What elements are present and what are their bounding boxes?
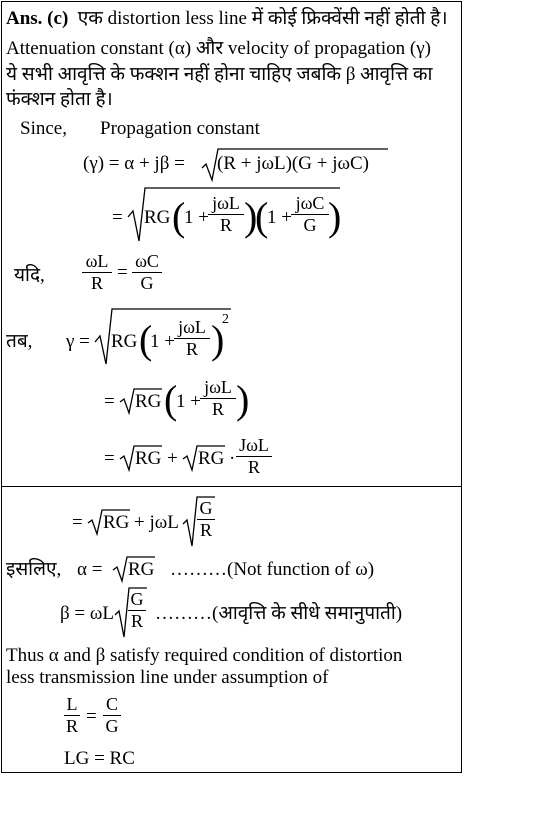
equation-5-equals: =	[104, 448, 115, 469]
denominator: R	[185, 339, 198, 359]
one-plus: 1 +	[150, 331, 175, 352]
fraction-g-over-r	[197, 498, 215, 541]
fraction-jwl-over-r-2	[236, 435, 272, 478]
left-paren: (	[255, 194, 269, 239]
fraction-wl-over-r	[82, 251, 112, 294]
numerator: G	[199, 498, 213, 518]
fraction-jwc-over-g	[291, 193, 329, 236]
conclusion-line-2: less transmission line under assumption of	[6, 667, 329, 688]
denominator: R	[130, 611, 143, 631]
left-paren: (	[139, 317, 153, 362]
fraction-jwl-over-r	[208, 193, 244, 236]
isliye-label: इसलिए,	[6, 559, 62, 580]
denominator: R	[65, 716, 78, 736]
plus-sign: +	[167, 448, 178, 469]
fraction-jwl-over-r	[174, 317, 210, 360]
numerator: JωL	[239, 435, 269, 455]
gamma-equals: γ =	[66, 331, 90, 352]
left-paren: (	[172, 194, 186, 239]
not-function-note: ………(Not function of ω)	[170, 559, 375, 580]
numerator: C	[105, 694, 118, 714]
fraction-g-over-r	[128, 589, 146, 632]
numerator: jωL	[204, 377, 232, 397]
right-paren: )	[211, 317, 225, 362]
one-plus: 1 +	[267, 207, 292, 228]
fraction-l-over-r	[64, 694, 80, 737]
text-line-4: फंक्शन होता है।	[6, 89, 113, 110]
rg-term: RG	[135, 448, 162, 469]
plus-jwl: + jωL	[134, 512, 179, 533]
answer-header	[6, 8, 448, 30]
denominator: R	[211, 399, 224, 419]
exponent-two: 2	[222, 312, 229, 327]
propagation-constant-label: Propagation constant	[100, 118, 260, 139]
denominator: R	[219, 215, 232, 235]
one-plus: 1 +	[176, 391, 201, 412]
rg-term: RG	[128, 559, 155, 580]
since-label: Since,	[20, 118, 67, 139]
numerator: ωL	[85, 251, 109, 271]
tab-label: तब,	[6, 331, 33, 352]
beta-equals: β = ωL	[60, 603, 114, 624]
dot-operator: ·	[229, 448, 236, 469]
one-plus: 1 +	[184, 207, 209, 228]
rg-term: RG	[111, 331, 138, 352]
left-paren: (	[164, 377, 178, 422]
equation-6-equals: =	[72, 512, 83, 533]
fraction-jwl-over-r	[200, 377, 236, 420]
rg-term: RG	[144, 207, 171, 228]
equals-sign: =	[86, 706, 97, 727]
right-paren: )	[236, 377, 250, 422]
fraction-wc-over-g	[132, 251, 162, 294]
yadi-label: यदि,	[14, 265, 45, 286]
equals-sign: =	[117, 262, 128, 283]
numerator: jωC	[295, 193, 325, 213]
numerator: G	[130, 589, 144, 609]
text-line-2: Attenuation constant (α) और velocity of propagation (γ)	[6, 38, 431, 59]
text-line-3: ये सभी आवृत्ति के फक्शन नहीं होना चाहिए जबकि β आवृत्ति का	[6, 64, 433, 85]
lg-equals-rc: LG = RC	[64, 748, 135, 769]
alpha-equals: α =	[77, 559, 103, 580]
answer-label: Ans. (c)	[6, 8, 69, 29]
numerator: L	[66, 694, 78, 714]
proportional-note: ………(आवृत्ति के सीधे समानुपाती)	[155, 603, 403, 624]
fraction-c-over-g	[103, 694, 121, 737]
denominator: R	[247, 457, 260, 477]
rg-term: RG	[135, 391, 162, 412]
denominator: G	[140, 273, 154, 293]
rg-term: RG	[198, 448, 225, 469]
denominator: R	[199, 520, 212, 540]
right-paren: )	[328, 194, 342, 239]
rg-term: RG	[103, 512, 130, 533]
denominator: G	[303, 215, 317, 235]
right-paren: )	[244, 194, 258, 239]
equation-4-equals: =	[104, 391, 115, 412]
denominator: G	[105, 716, 119, 736]
equation-2-equals: =	[112, 207, 123, 228]
conclusion-line-1: Thus α and β satisfy required condition of distortion	[6, 645, 403, 666]
equation-1-lhs: (γ) = α + jβ =	[83, 153, 185, 174]
equation-1-radicand: (R + jωL)(G + jωC)	[217, 153, 369, 174]
numerator: ωC	[135, 251, 159, 271]
denominator: R	[90, 273, 103, 293]
numerator: jωL	[212, 193, 240, 213]
answer-statement: एक distortion less line में कोई फ्रिक्वेंसी नहीं होती है।	[77, 8, 448, 29]
numerator: jωL	[178, 317, 206, 337]
